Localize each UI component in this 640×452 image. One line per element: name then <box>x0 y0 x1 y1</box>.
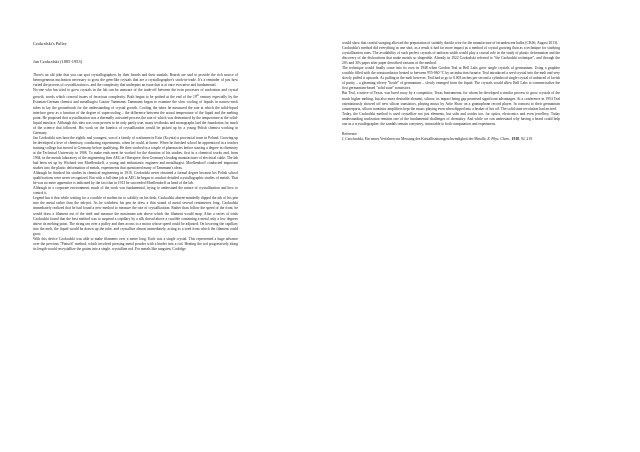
paragraph: Today, the Czokralski method is used crystallize not just elements, but salts and oxides too, for optics, electronics and even jewellery. Today understanding nucleation remains one of the fundamental challenges of chemistry. And while we can understand why having a beard could help one as a crystallographer, the sandals remain a mystery, intractable to both computation and experiment. <box>342 111 560 126</box>
paragraph: would show that careful swaging allowed the preparation of suitably ductile wire for the manufacture of incandescent bulbs (CK66, August 2013). <box>342 41 559 45</box>
right-column <box>342 41 560 142</box>
paragraph: With this device Czokralski was able to make filaments over a metre long. Each was a single crystal. This represented a huge advance over the previous "Pintsch" method, which involved pressing metal powder with a binder into a rod. Heating the rod progressively along its length would recrystallize the grains into a single, crystalline rod. For metals like tungsten, Coolidge <box>33 236 238 251</box>
paragraph: No-one who has tried to grow crystals in the lab can be unaware of the trade-off between the twin processes of nucleation and crystal growth, words which conceal issues of ferocious complexity. Both began to be probed at the end of the 19th century especially by the Estonian-German chemist and metallurgist Gustav Tammann. Tammann began to examine the slow cooling of liquids in narrow-neck tubes to lay the groundwork for the understanding of crystal growth. Cooling the tubes he measured the rate at which the solid-liquid interface grew as a function of the degree of supercooling – the difference between the actual temperature of the liquid and the melting point. He proposed that crystallization was a thermally activated process the rate of which was determined by the temperature at the solid-liquid interface. Although this idea was soon proven to be only partly true, many textbooks and monographs laid the foundation for much of the science that followed. His work on the kinetics of crystallization would be picked up by a young Polish chemist working in Germany. <box>33 88 238 135</box>
page-title: Czokralski's Pulley <box>33 41 67 46</box>
author-line: Jan Czokralski (1885-1953) <box>33 59 83 64</box>
paragraph: Legend has it that while waiting for a crucible of molten tin to solidify on his desk, Czokralski absent-mindedly dipped the nib of his pen into the metal rather than the ink-pot. As he withdrew his pen he drew a thin strand of metal several centimetres long. Czokralski immediately realized that he had found a new method to measure the rate of crystallization. Rather than follow the speed of the front, he would draw a filament out of the melt and measure the maximum rate above which the filament would snap. After a series of trials Czokralski found that the best method was to suspend a capillary by a silk thread above a crucible containing a metal only a few degrees above its melting point. The string ran over a pulley and then across to a motor whose speed could be adjusted. On lowering the capillary into the melt, the liquid would be drawn up the tube, and crystallize almost immediately, acting as a seed from which the filament could grow. <box>33 196 238 236</box>
reference-entry: J. Czochralski, Ein neues Verfahren zur Messung des Kristallisationsgeschwindigkeit der Metalle, Z. Phys. Chem., 1918, 92, 219. <box>342 136 533 141</box>
paragraph: There's an old joke that you can spot crystallographers by their beards and their sandals. Beards are said to provide the rich source of heterogeneous nucleation necessary to grow the gem-like crystals that are a crystallographer's stock-in-trade. It's a reminder of just how varied the process of crystallization is, and the complexity that underpins an issue that is at once evocative and fundamental. <box>33 73 238 88</box>
paragraph: Although in a corporate environment, much of the work was fundamental, trying to understand the nature of crystallization and how to control it. <box>33 186 238 196</box>
paragraph: But Teal, a native of Texas, was lured away by a competitor, Texas Instruments, for whom he developed a similar process to grow crystals of the much higher melting, but also more desirable element, silicon; its impact being gap promised significant advantages. At a conference in 1954 Teal ostentatiously showed off new silicon transistors, playing music by Artie Shaw on a gramophone record player. In contrast to their germanium counterparts, silicon transistor amplifiers kept the music playing even when dipped into a beaker of hot oil. The solid state revolution had arrived. <box>342 91 560 111</box>
reference-journal: Z. Phys. Chem. <box>487 136 510 141</box>
reference-pages: , 92, 219. <box>519 136 533 141</box>
references-section <box>342 132 560 142</box>
paragraph: Jan Czokralski was born the eighth, and youngest, son of a family of craftsmen in Exin (Kcynia) a provincial town in Poland. Growing up he developed a love of chemistry, conducting experiments, when he could, at home. When he finished school he apprenticed in a teacher training college but moved to Germany before qualifying. He then worked in a couple of pharmacies before starting a degree in chemistry at the Technical University in 1906. To make ends meet he worked for the duration of his studies, first in a chemical works and, from 1904, in the metals laboratory of the engineering firm AEG in Oberspree, then Germany's leading manufacturer of electrical cable. The lab had been set up by Wichard von Moellendorff, a young and enthusiastic engineer and metallurgist. Moellendorff conducted important studies into the plastic deformation of metals, experiments that questioned many of Tammann's ideas. <box>33 135 238 171</box>
paragraph: Czokralski's method did everything in one shot, as a result it had far more impact as a method of crystal growing than as a technique for studying crystallization rates. The availability of such perfect crystals of uniform width would play a crucial role in the study of plastic deformation and the discovery of the dislocations that make metals so shapeable. Already in 1922 Czokralski referred to "the Czokralski technique", and through the 20's and 30's paper after paper described variants of the method. <box>342 46 560 66</box>
references-heading: Reference <box>342 131 357 136</box>
reference-text: J. Czochralski, Ein neues Verfahren zur Messung des Kristallisationsgeschwindigkeit der Metalle, <box>342 136 487 141</box>
left-column <box>33 73 238 252</box>
reference-year: 1918 <box>511 136 520 141</box>
paragraph: The technique would finally come into its own in 1948 when Gordon Teal at Bell Labs grew single crystals of germanium. Using a graphite crucible filled with the semiconductor heated to between 955-960 °C by an induction furnace, Teal introduced a seed crystal into the melt and very slowly pulled it upwards. As pulling in the melt however, Teal had to go to 0.003 inches per second a cylindrical single crystal of unbarred of lavish of purity – a gleaming silvery "boule" of germanium – slowly emerged from the liquid. The crystals would allow Bell Labs to commercialize the first germanium-based "solid state" transistors. <box>342 66 560 91</box>
paragraph: Although he finished his studies in chemical engineering in 1910, Czokralski never obtained a formal degree because his Polish school qualifications were never recognized. But with a full time job at AEG he began to conduct detailed crystallographic studies of metals. That he was no mere apprentice is indicated by the fact that in 1913 he succeeded Moellendorff as head of the lab. <box>33 171 238 186</box>
